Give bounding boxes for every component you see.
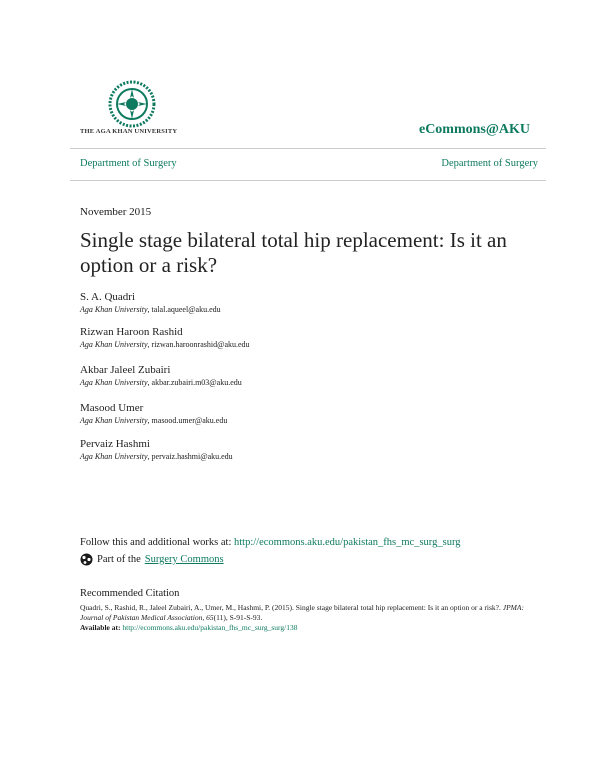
- surgery-commons-link[interactable]: Surgery Commons: [144, 554, 224, 565]
- part-of-line: [80, 553, 224, 566]
- author-entry: [80, 326, 250, 349]
- citation-body: Quadri, S., Rashid, R., Jaleel Zubairi, A., Umer, M., Hashmi, P. (2015). Single stage bilateral total hip replacement: Is it an option or a risk?.: [80, 603, 503, 612]
- author-affiliation: Aga Khan University, pervaiz.hashmi@aku.edu: [80, 452, 233, 461]
- follow-line: [80, 537, 461, 548]
- author-name: Akbar Jaleel Zubairi: [80, 364, 171, 376]
- author-institution: Aga Khan University: [80, 305, 148, 314]
- author-affiliation: Aga Khan University, akbar.zubairi.m03@aku.edu: [80, 378, 242, 387]
- citation-heading: Recommended Citation: [80, 588, 180, 599]
- author-name: Pervaiz Hashmi: [80, 438, 150, 450]
- part-of-label: Part of the: [97, 554, 141, 565]
- citation-journal: JPMA: Journal of Pakistan Medical Association, 65: [80, 603, 524, 622]
- author-email: talal.aqueel@aku.edu: [151, 305, 221, 314]
- article-title: Single stage bilateral total hip replacement: Is it an option or a risk?: [80, 228, 507, 277]
- network-icon: [80, 553, 93, 566]
- author-email: rizwan.haroonrashid@aku.edu: [151, 340, 250, 349]
- follow-label: Follow this and additional works at:: [80, 537, 232, 548]
- author-affiliation: Aga Khan University, talal.aqueel@aku.edu: [80, 305, 221, 314]
- author-email: masood.umer@aku.edu: [151, 416, 228, 425]
- citation-text: [80, 603, 528, 633]
- author-entry: [80, 291, 221, 314]
- author-entry: [80, 438, 233, 461]
- divider-top: [70, 148, 546, 149]
- university-seal-icon: [108, 80, 156, 128]
- author-name: S. A. Quadri: [80, 291, 135, 303]
- author-institution: Aga Khan University: [80, 452, 148, 461]
- author-institution: Aga Khan University: [80, 340, 148, 349]
- author-name: Masood Umer: [80, 402, 144, 414]
- repository-name[interactable]: eCommons@AKU: [418, 122, 530, 137]
- citation-issue: (11), S-91-S-93.: [213, 613, 263, 622]
- author-entry: [80, 402, 227, 425]
- author-affiliation: Aga Khan University, rizwan.haroonrashid@aku.edu: [80, 340, 250, 349]
- university-logo: [80, 80, 190, 140]
- university-name: THE AGA KHAN UNIVERSITY: [80, 128, 178, 135]
- author-institution: Aga Khan University: [80, 378, 148, 387]
- citation-url[interactable]: http://ecommons.aku.edu/pakistan_fhs_mc_surg_surg/138: [122, 623, 298, 632]
- author-entry: [80, 364, 242, 387]
- collection-link[interactable]: http://ecommons.aku.edu/pakistan_fhs_mc_surg_surg: [234, 537, 461, 548]
- author-name: Rizwan Haroon Rashid: [80, 326, 183, 338]
- author-affiliation: Aga Khan University, masood.umer@aku.edu: [80, 416, 228, 425]
- author-institution: Aga Khan University: [80, 416, 148, 425]
- author-email: pervaiz.hashmi@aku.edu: [151, 452, 233, 461]
- divider-bottom: [70, 180, 546, 181]
- author-email: akbar.zubairi.m03@aku.edu: [151, 378, 242, 387]
- available-label: Available at:: [80, 623, 121, 632]
- publication-date: November 2015: [80, 206, 152, 218]
- department-link-left[interactable]: Department of Surgery: [80, 158, 177, 169]
- department-link-right[interactable]: Department of Surgery: [441, 158, 538, 169]
